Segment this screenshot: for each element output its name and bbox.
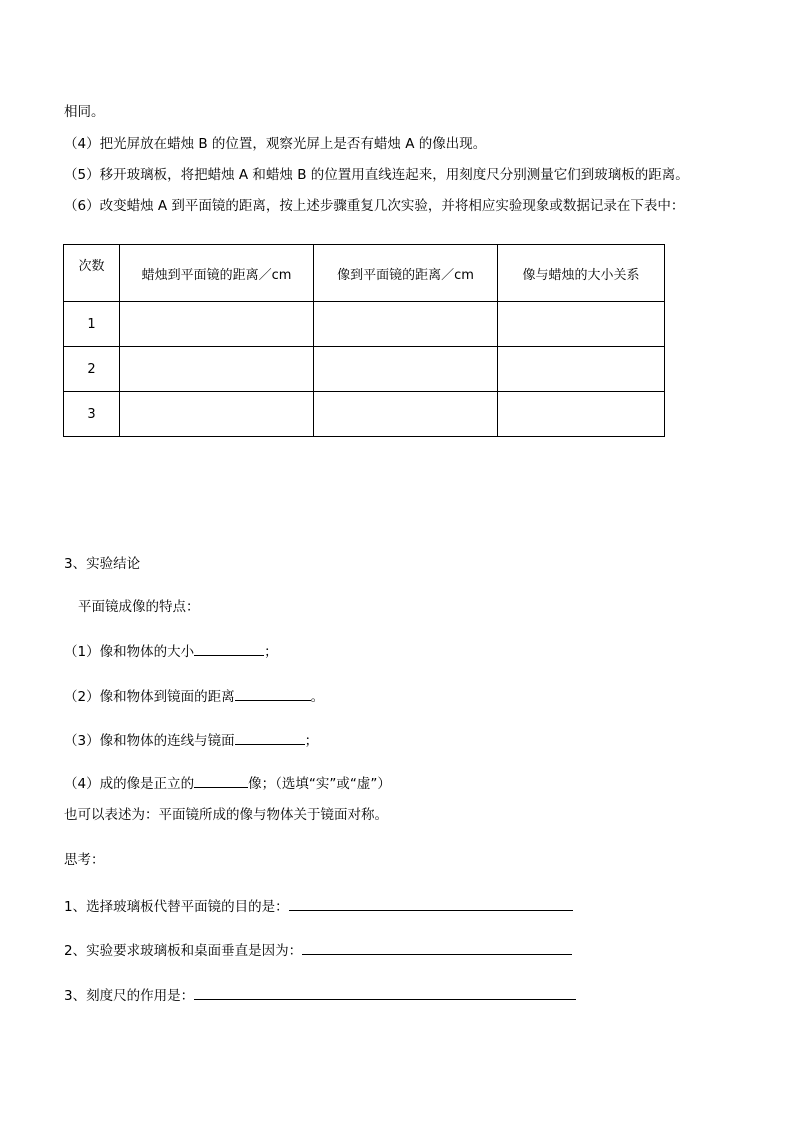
table-cell	[498, 392, 665, 437]
conclusion-item-2	[64, 686, 324, 707]
item-text: （1）像和物体的大小	[64, 644, 195, 660]
item-text-after: 像；（选填“实”或“虚”）	[248, 776, 391, 792]
row-number: 2	[64, 347, 120, 392]
table-header-row	[64, 245, 665, 302]
conclusion-item-1	[64, 641, 278, 662]
conclusion-item-4	[64, 773, 391, 794]
table-cell	[498, 347, 665, 392]
answer-blank[interactable]	[302, 940, 572, 955]
conclusion-item-3	[64, 730, 318, 751]
table-row	[64, 302, 665, 347]
table-cell	[120, 392, 314, 437]
record-table	[63, 244, 665, 437]
conclusion-summary: 也可以表述为：平面镜所成的像与物体关于镜面对称。	[64, 807, 388, 823]
header-cell-candle-distance: 蜡烛到平面镜的距离／cm	[120, 245, 314, 302]
row-number: 3	[64, 392, 120, 437]
thinking-question-3	[64, 985, 576, 1006]
fill-blank[interactable]	[235, 730, 305, 745]
item-text: （2）像和物体到镜面的距离	[64, 689, 235, 705]
step-6-text: （6）改变蜡烛 A 到平面镜的距离，按上述步骤重复几次实验，并将相应实验现象或数据记录在下表中：	[64, 198, 685, 214]
step-5-text: （5）移开玻璃板，将把蜡烛 A 和蜡烛 B 的位置用直线连起来，用刻度尺分别测量它们到玻璃板的距离。	[64, 167, 689, 183]
section-title-conclusion: 3、实验结论	[64, 556, 141, 572]
item-text: （4）成的像是正立的	[64, 776, 195, 792]
table-cell	[314, 392, 498, 437]
header-cell-count: 次数	[64, 245, 120, 302]
section-title-thinking: 思考：	[64, 852, 105, 868]
fill-blank[interactable]	[235, 686, 311, 701]
table-row	[64, 347, 665, 392]
table-row	[64, 392, 665, 437]
text-line: 相同。	[64, 104, 105, 120]
table-cell	[498, 302, 665, 347]
item-punct: ；	[304, 733, 319, 749]
fill-blank[interactable]	[194, 773, 248, 788]
item-punct: 。	[310, 689, 325, 705]
answer-blank[interactable]	[289, 896, 573, 911]
table-cell	[314, 347, 498, 392]
item-text: （3）像和物体的连线与镜面	[64, 733, 235, 749]
item-punct: ；	[264, 644, 278, 660]
section-subtitle: 平面镜成像的特点：	[78, 599, 200, 615]
fill-blank[interactable]	[194, 641, 264, 656]
question-text: 1、选择玻璃板代替平面镜的目的是：	[64, 899, 289, 915]
thinking-question-2	[64, 940, 572, 961]
answer-blank[interactable]	[194, 985, 576, 1000]
table-cell	[314, 302, 498, 347]
table-cell	[120, 347, 314, 392]
thinking-question-1	[64, 896, 573, 917]
row-number: 1	[64, 302, 120, 347]
question-text: 2、实验要求玻璃板和桌面垂直是因为：	[64, 943, 303, 959]
step-4-text: （4）把光屏放在蜡烛 B 的位置，观察光屏上是否有蜡烛 A 的像出现。	[64, 136, 487, 152]
table-cell	[120, 302, 314, 347]
header-cell-size-relation: 像与蜡烛的大小关系	[498, 245, 665, 302]
question-text: 3、刻度尺的作用是：	[64, 988, 195, 1004]
header-cell-image-distance: 像到平面镜的距离／cm	[314, 245, 498, 302]
